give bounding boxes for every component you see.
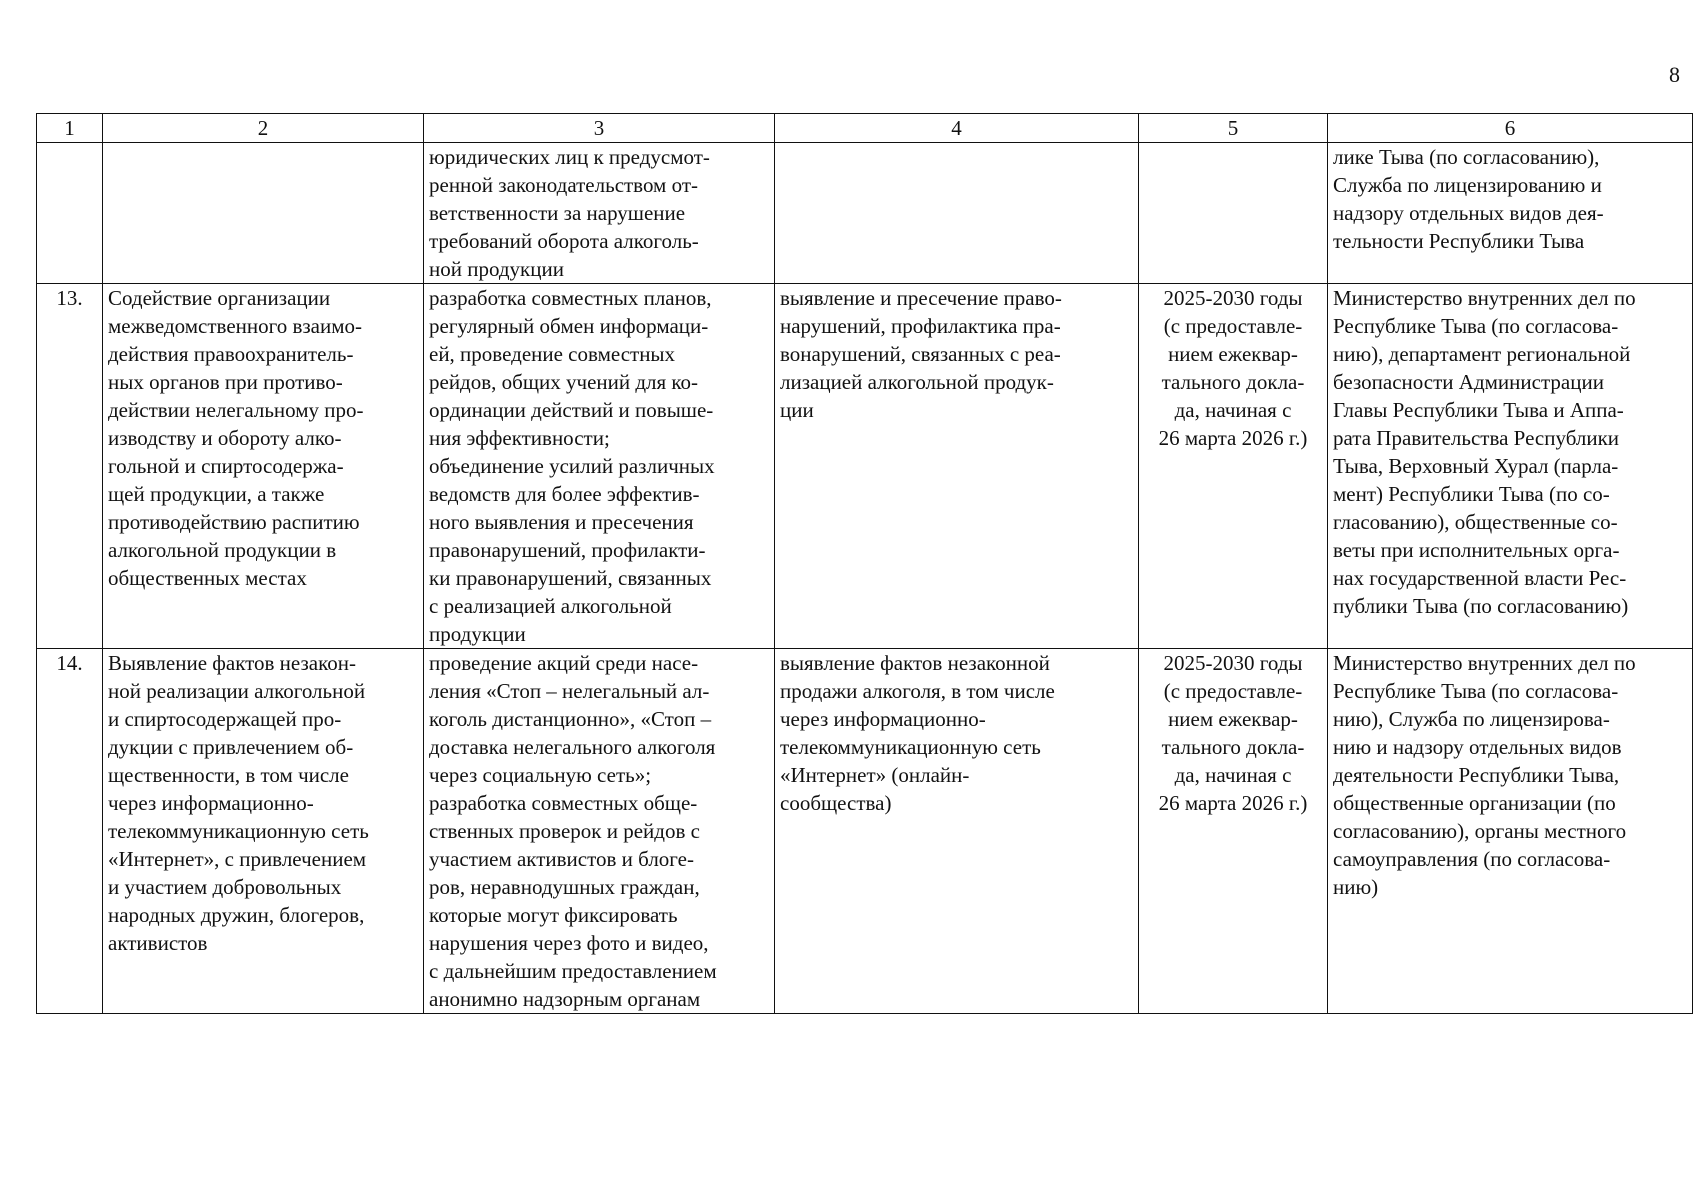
period-cell: 2025-2030 годы (с предоставле- нием ежеквар- тального докла- да, начиная с 26 марта 2026 г.): [1139, 284, 1328, 649]
mechanism-cell: юридических лиц к предусмот- ренной законодательством от- ветственности за нарушение требований оборота алкоголь- ной продукции: [424, 143, 775, 284]
period-cell: [1139, 143, 1328, 284]
event-cell: Выявление фактов незакон- ной реализации алкогольной и спиртосодержащей про- дукции с привлечением об- щественности, в том числе через информационно- телекоммуникационную сеть «Интернет», с привлечением и участием добровольных народных дружин, блогеров, активистов: [103, 649, 424, 1014]
result-cell: выявление и пресечение право- нарушений, профилактика пра- вонарушений, связанных с реа- лизацией алкогольной продук- ции: [775, 284, 1139, 649]
table-row: [37, 649, 1693, 1014]
row-number: 14.: [37, 649, 103, 1014]
executors-cell: Министерство внутренних дел по Республике Тыва (по согласова- нию), департамент региональной безопасности Администрации Главы Республики Тыва и Аппа- рата Правительства Республики Тыва, Верховный Хурал (парла- мент) Республики Тыва (по со- гласованию), общественные со- веты при исполнительных орга- нах государственной власти Рес- публики Тыва (по согласованию): [1328, 284, 1693, 649]
row-number: 13.: [37, 284, 103, 649]
column-header-6: 6: [1328, 114, 1693, 143]
column-header-4: 4: [775, 114, 1139, 143]
event-cell: Содействие организации межведомственного взаимо- действия правоохранитель- ных органов при противо- действии нелегальному про- изводству и обороту алко- гольной и спиртосодержа- щей продукции, а также противодействию распитию алкогольной продукции в общественных местах: [103, 284, 424, 649]
table-header-row: [37, 114, 1693, 143]
result-cell: выявление фактов незаконной продажи алкоголя, в том числе через информационно- телекоммуникационную сеть «Интернет» (онлайн- сообщества): [775, 649, 1139, 1014]
mechanism-cell: разработка совместных планов, регулярный обмен информаци- ей, проведение совместных рейдов, общих учений для ко- ординации действий и повыше- ния эффективности; объединение усилий различных ведомств для более эффектив- ного выявления и пресечения правонарушений, профилакти- ки правонарушений, связанных с реализацией алкогольной продукции: [424, 284, 775, 649]
measures-table: [36, 113, 1693, 1014]
column-header-1: 1: [37, 114, 103, 143]
row-number: [37, 143, 103, 284]
executors-cell: лике Тыва (по согласованию), Служба по лицензированию и надзору отдельных видов дея- тельности Республики Тыва: [1328, 143, 1693, 284]
table-row: [37, 143, 1693, 284]
column-header-5: 5: [1139, 114, 1328, 143]
table-row: [37, 284, 1693, 649]
page-number: 8: [1669, 62, 1680, 87]
mechanism-cell: проведение акций среди насе- ления «Стоп – нелегальный ал- коголь дистанционно», «Стоп – доставка нелегального алкоголя через социальную сеть»; разработка совместных обще- ственных проверок и рейдов с участием активистов и блоге- ров, неравнодушных граждан, которые могут фиксировать нарушения через фото и видео, с дальнейшим предоставлением анонимно надзорным органам: [424, 649, 775, 1014]
executors-cell: Министерство внутренних дел по Республике Тыва (по согласова- нию), Служба по лицензирова- нию и надзору отдельных видов деятельности Республики Тыва, общественные организации (по согласованию), органы местного самоуправления (по согласова- нию): [1328, 649, 1693, 1014]
period-cell: 2025-2030 годы (с предоставле- нием ежеквар- тального докла- да, начиная с 26 марта 2026 г.): [1139, 649, 1328, 1014]
column-header-2: 2: [103, 114, 424, 143]
column-header-3: 3: [424, 114, 775, 143]
event-cell: [103, 143, 424, 284]
result-cell: [775, 143, 1139, 284]
